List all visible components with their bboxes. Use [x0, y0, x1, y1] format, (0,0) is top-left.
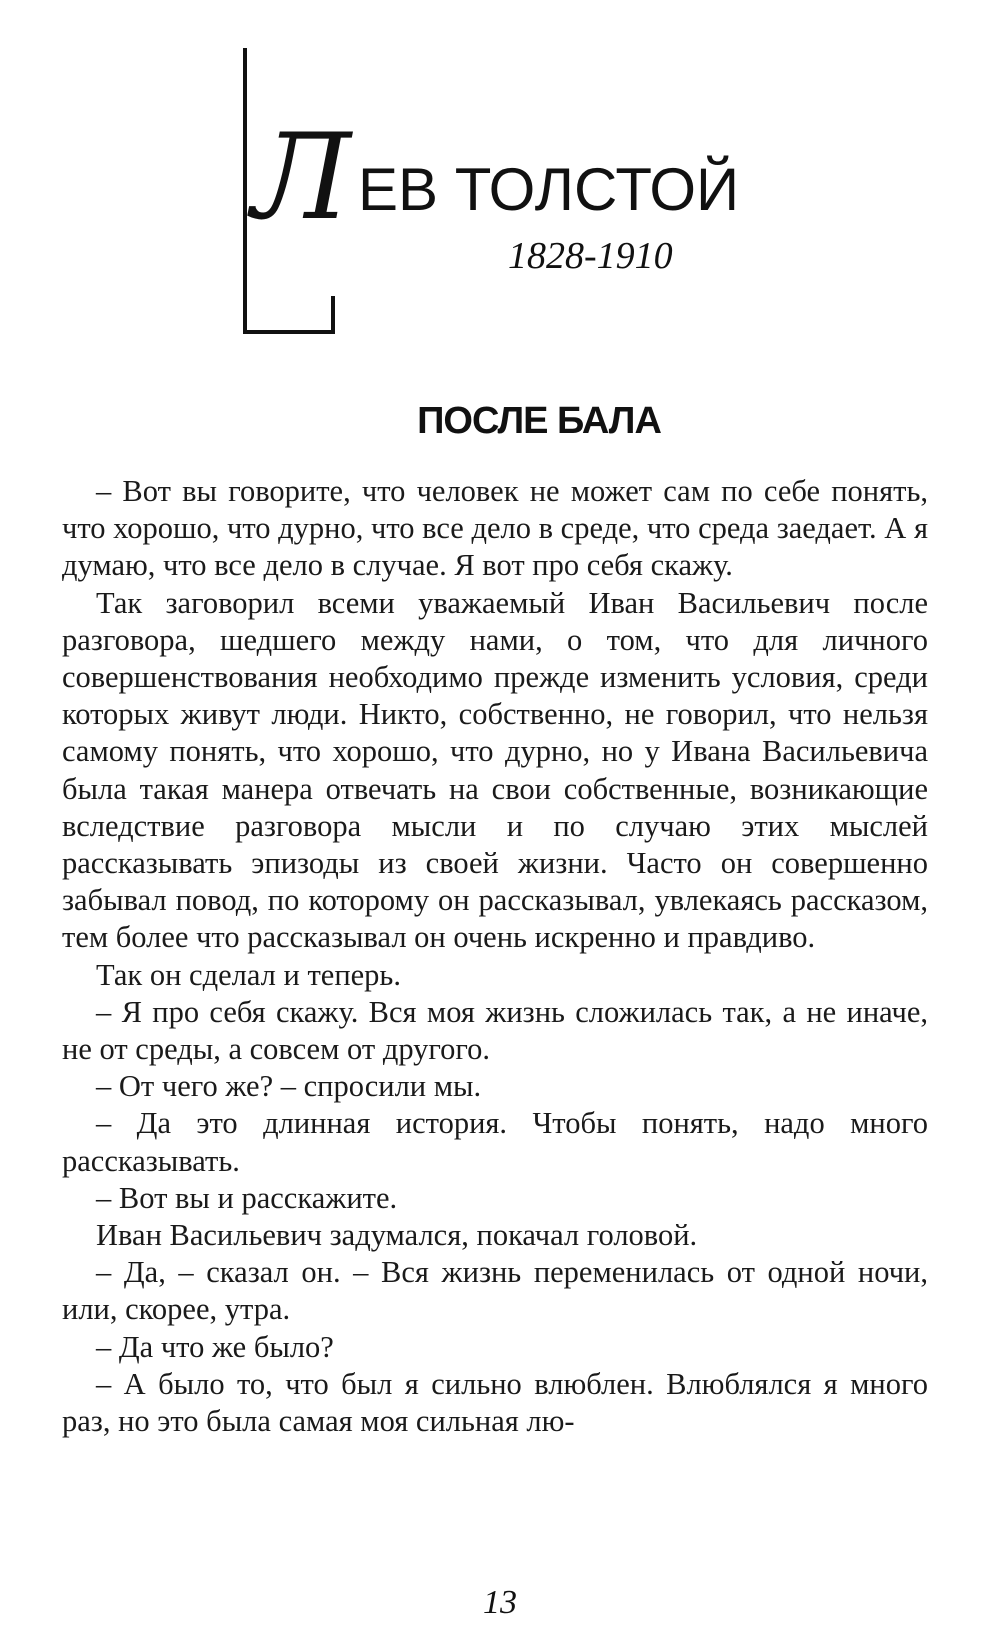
paragraph: Так заговорил всеми уважаемый Иван Васильевич после разговора, шедшего между нами, о том, что для личного совершенствования необходимо прежде изменить условия, среди которых живут люди. Никто, собственно, не говорил, что нельзя самому понять, что хорошо, что дурно, но у Ивана Васильевича была такая манера отвечать на свои собственные, возникающие вследствие разговора мысли и по случаю этих мыслей рассказывать эпизоды из своей жизни. Часто он совершенно забывал повод, по которому он рассказывал, увлекаясь рассказом, тем более что рассказывал он очень искренно и правдиво. [62, 585, 928, 955]
paragraph: – От чего же? – спросили мы. [96, 1069, 482, 1104]
paragraph: – А было то, что был я сильно влюблен. Влюблялся я много раз, но это была самая моя сильная лю- [62, 1366, 928, 1439]
author-initial: Л [252, 108, 351, 246]
title-bracket-stub [331, 296, 335, 334]
story-body [62, 473, 928, 1440]
author-years: 1828-1910 [508, 235, 673, 277]
author-name: ЕВ ТОЛСТОЙ [358, 156, 740, 223]
paragraph: – Вот вы и расскажите. [96, 1180, 398, 1215]
story-title: ПОСЛЕ БАЛА [417, 400, 661, 442]
paragraph: Так он сделал и теперь. [96, 957, 401, 992]
paragraph: Иван Васильевич задумался, покачал головой. [96, 1218, 698, 1253]
paragraph: – Вот вы говорите, что человек не может сам по себе понять, что хорошо, что дурно, что все дело в среде, что среда заедает. А я думаю, что все дело в случае. Я вот про себя скажу. [62, 474, 928, 583]
paragraph: – Я про себя скажу. Вся моя жизнь сложилась так, а не иначе, не от среды, а совсем от другого. [62, 994, 928, 1067]
paragraph: – Да, – сказал он. – Вся жизнь переменилась от одной ночи, или, скорее, утра. [62, 1255, 928, 1327]
paragraph: – Да это длинная история. Чтобы понять, надо много рассказывать. [62, 1106, 928, 1178]
page-number: 13 [483, 1584, 517, 1621]
paragraph: – Да что же было? [96, 1329, 334, 1364]
